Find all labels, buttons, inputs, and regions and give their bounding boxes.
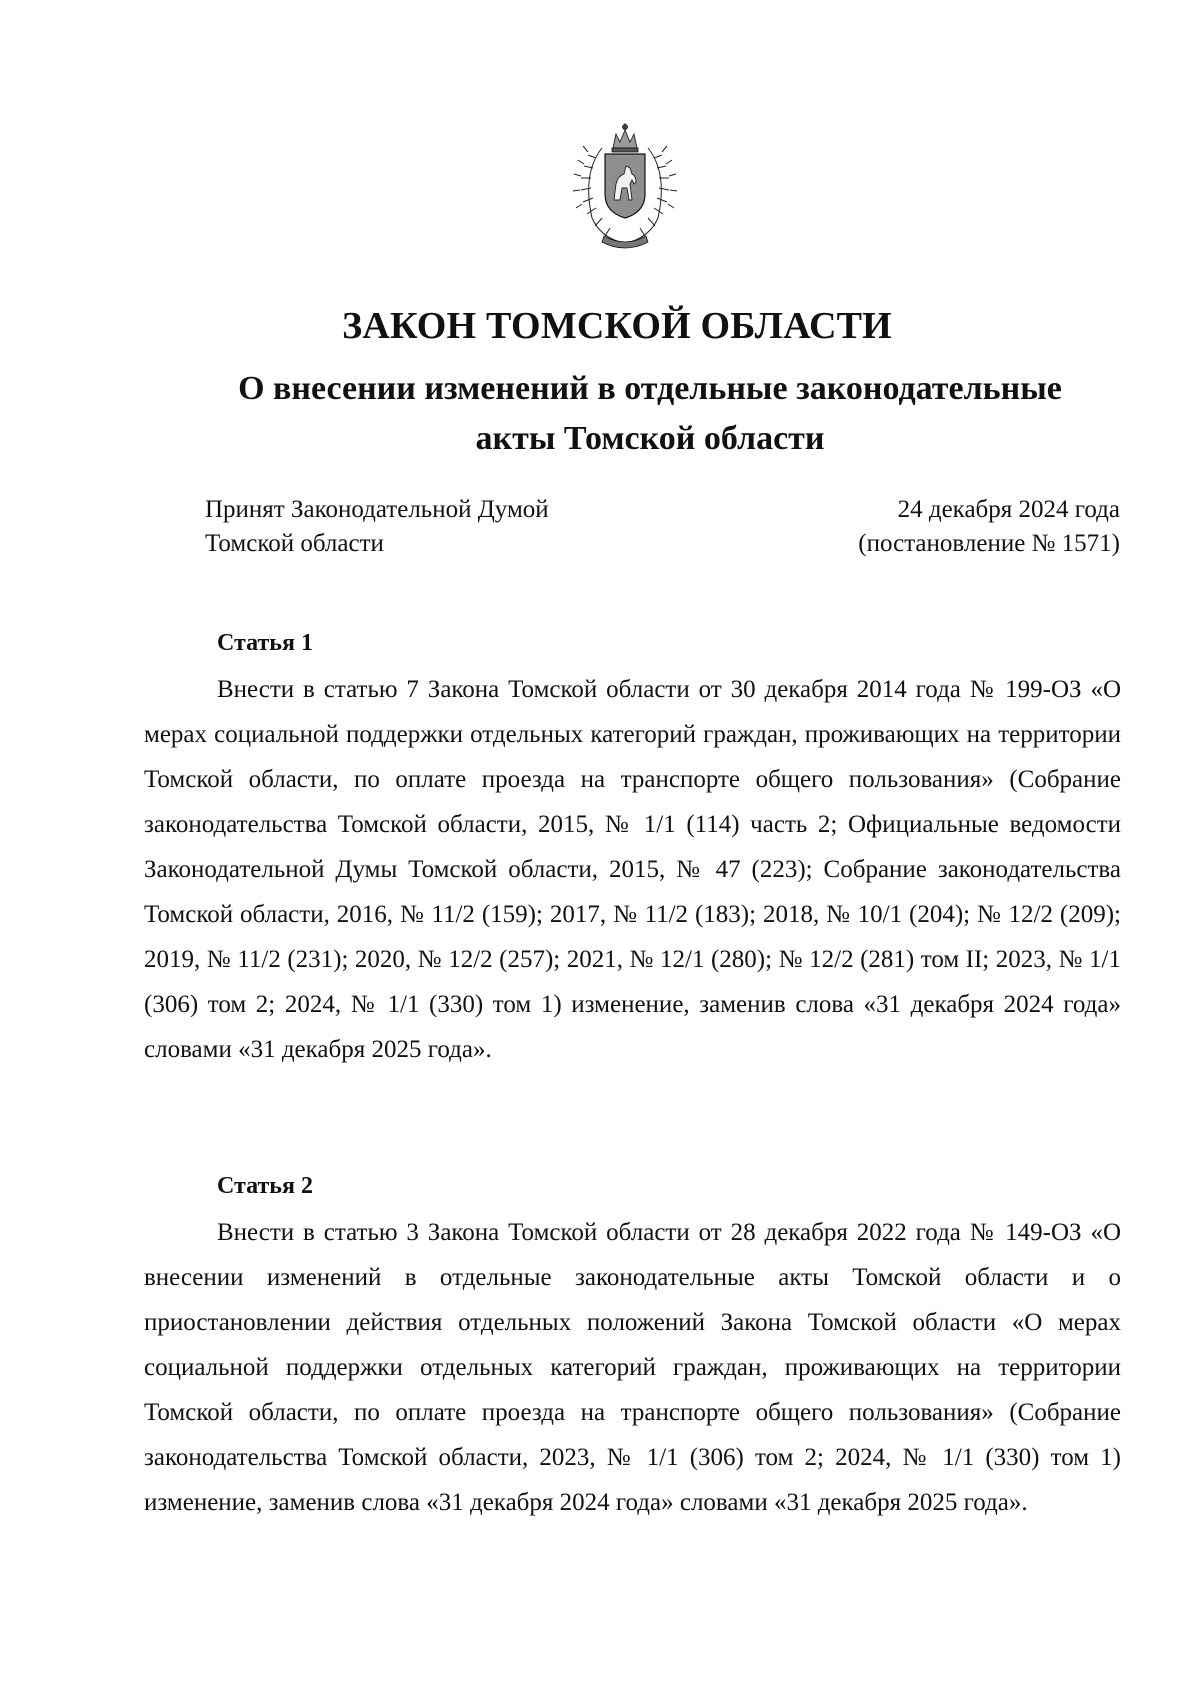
article-text: Внести в статью 3 Закона Томской области от 28 декабря 2022 года № 149-ОЗ «О внесении изменений в отдельные законодательные акты Томской области и о приостановлении действия отдельных положений Закона Томской области «О мерах социальной поддержки отдельных категорий граждан, проживающих на территории Томской области, по оплате проезда на транспорте общего пользования» (Собрание законодательства Томской области, 2023, № 1/1 (306) том 2; 2024, № 1/1 (330) том 1) изменение, заменив слова «31 декабря 2024 года» словами «31 декабря 2025 года».	[144, 1219, 1121, 1516]
adoption-authority-line-2: Томской области	[205, 530, 384, 557]
adoption-date-line-1: 24 декабря 2024 года	[897, 496, 1120, 523]
article-heading: Статья 1	[217, 630, 313, 656]
adoption-authority	[205, 493, 549, 561]
article-heading: Статья 2	[217, 1173, 313, 1199]
article-text: Внести в статью 7 Закона Томской области от 30 декабря 2014 года № 199-ОЗ «О мерах социальной поддержки отдельных категорий граждан, проживающих на территории Томской области, по оплате проезда на транспорте общего пользования» (Собрание законодательства Томской области, 2015, № 1/1 (114) часть 2; Официальные ведомости Законодательной Думы Томской области, 2015, № 47 (223); Собрание законодательства Томской области, 2016, № 11/2 (159); 2017, № 11/2 (183); 2018, № 10/1 (204); № 12/2 (209); 2019, № 11/2 (231); 2020, № 12/2 (257); 2021, № 12/1 (280); № 12/2 (281) том II; 2023, № 1/1 (306) том 2; 2024, № 1/1 (330) том 1) изменение, заменив слова «31 декабря 2024 года» словами «31 декабря 2025 года».	[144, 676, 1121, 1063]
article-2	[144, 1170, 1121, 1525]
adoption-authority-line-1: Принят Законодательной Думой	[205, 496, 549, 523]
tomsk-oblast-coat-of-arms-icon	[560, 118, 690, 253]
law-subtitle-line-1: О внесении изменений в отдельные законодательные	[238, 370, 1062, 407]
article-1	[144, 627, 1121, 1072]
law-subtitle-line-2: акты Томской области	[475, 420, 825, 457]
law-subtitle	[150, 364, 1150, 464]
law-title: ЗАКОН ТОМСКОЙ ОБЛАСТИ	[342, 305, 892, 347]
adoption-date	[858, 493, 1120, 561]
adoption-resolution-number: (постановление № 1571)	[858, 530, 1120, 557]
